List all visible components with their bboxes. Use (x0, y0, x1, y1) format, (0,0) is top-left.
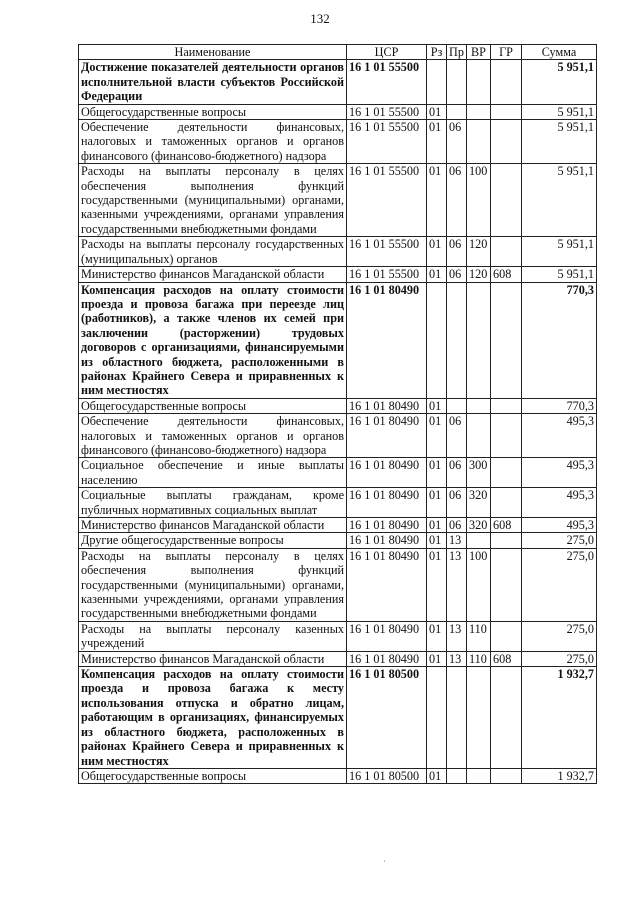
cell-rz: 01 (427, 518, 447, 533)
cell-sum: 5 951,1 (522, 237, 597, 267)
cell-gr (491, 488, 522, 518)
cell-pr (447, 667, 467, 769)
cell-rz: 01 (427, 533, 447, 548)
cell-sum: 770,3 (522, 282, 597, 398)
cell-pr (447, 60, 467, 104)
cell-csr: 16 1 01 55500 (347, 120, 427, 164)
cell-rz: 01 (427, 104, 447, 119)
header-pr: Пр (447, 45, 467, 60)
cell-name: Общегосударственные вопросы (79, 104, 347, 119)
cell-name: Компенсация расходов на оплату стоимости проезда и провоза багажа к месту использования отпуска и обратно лицам, работающим в организациях, финансируемых из областного бюджета, расположенных в районах Крайнего Севера и приравненных к ним местностях (79, 667, 347, 769)
cell-vr: 100 (467, 164, 491, 237)
cell-vr: 120 (467, 237, 491, 267)
cell-gr (491, 458, 522, 488)
cell-pr: 06 (447, 267, 467, 282)
cell-gr (491, 414, 522, 458)
cell-vr (467, 667, 491, 769)
cell-vr: 110 (467, 621, 491, 651)
cell-csr: 16 1 01 55500 (347, 267, 427, 282)
cell-name: Общегосударственные вопросы (79, 768, 347, 783)
cell-csr: 16 1 01 55500 (347, 164, 427, 237)
cell-csr: 16 1 01 55500 (347, 237, 427, 267)
cell-csr: 16 1 01 80490 (347, 548, 427, 621)
cell-pr: 06 (447, 458, 467, 488)
table-row (79, 548, 597, 621)
cell-pr: 13 (447, 548, 467, 621)
cell-gr (491, 533, 522, 548)
cell-gr (491, 237, 522, 267)
page-number: 132 (310, 11, 330, 26)
cell-pr: 06 (447, 164, 467, 237)
cell-vr (467, 414, 491, 458)
cell-name: Социальное обеспечение и иные выплаты населению (79, 458, 347, 488)
header-rz: Рз (427, 45, 447, 60)
cell-name: Социальные выплаты гражданам, кроме публичных нормативных социальных выплат (79, 488, 347, 518)
cell-gr (491, 398, 522, 413)
table-row (79, 651, 597, 666)
table-row (79, 120, 597, 164)
cell-name: Министерство финансов Магаданской области (79, 518, 347, 533)
cell-sum: 275,0 (522, 651, 597, 666)
cell-vr (467, 282, 491, 398)
cell-rz (427, 60, 447, 104)
scan-mark: ˌ (383, 852, 386, 862)
header-vr: ВР (467, 45, 491, 60)
cell-vr: 320 (467, 518, 491, 533)
cell-rz: 01 (427, 458, 447, 488)
cell-rz (427, 667, 447, 769)
cell-name: Обеспечение деятельности финансовых, налоговых и таможенных органов и органов финансового (финансово-бюджетного) надзора (79, 120, 347, 164)
cell-pr (447, 398, 467, 413)
cell-sum: 495,3 (522, 414, 597, 458)
cell-sum: 275,0 (522, 548, 597, 621)
cell-gr: 608 (491, 651, 522, 666)
cell-sum: 495,3 (522, 518, 597, 533)
cell-rz: 01 (427, 621, 447, 651)
cell-pr (447, 282, 467, 398)
header-gr: ГР (491, 45, 522, 60)
cell-vr (467, 120, 491, 164)
cell-csr: 16 1 01 55500 (347, 104, 427, 119)
cell-pr: 06 (447, 414, 467, 458)
cell-sum: 5 951,1 (522, 104, 597, 119)
cell-name: Министерство финансов Магаданской области (79, 651, 347, 666)
cell-pr: 13 (447, 533, 467, 548)
cell-vr (467, 533, 491, 548)
cell-pr: 06 (447, 518, 467, 533)
table-row (79, 398, 597, 413)
cell-csr: 16 1 01 80500 (347, 768, 427, 783)
cell-name: Общегосударственные вопросы (79, 398, 347, 413)
cell-name: Обеспечение деятельности финансовых, налоговых и таможенных органов и органов финансового (финансово-бюджетного) надзора (79, 414, 347, 458)
cell-rz: 01 (427, 398, 447, 413)
cell-name: Достижение показателей деятельности органов исполнительной власти субъектов Российской Федерации (79, 60, 347, 104)
cell-gr (491, 60, 522, 104)
cell-csr: 16 1 01 80490 (347, 651, 427, 666)
cell-rz: 01 (427, 488, 447, 518)
cell-name: Компенсация расходов на оплату стоимости проезда и провоза багажа при переезде лиц (работников), а также членов их семей при заключении (расторжении) трудовых договоров с организациями, финансируемыми из областного бюджета, расположенными в районах Крайнего Севера и приравненных к ним местностях (79, 282, 347, 398)
cell-csr: 16 1 01 80490 (347, 533, 427, 548)
table-row (79, 768, 597, 783)
cell-gr (491, 104, 522, 119)
cell-name: Расходы на выплаты персоналу в целях обеспечения выполнения функций государственными (муниципальными) органами, казенными учреждениями, органами управления государственными внебюджетными фондами (79, 548, 347, 621)
cell-csr: 16 1 01 80490 (347, 518, 427, 533)
table-row (79, 267, 597, 282)
cell-sum: 495,3 (522, 458, 597, 488)
table-row (79, 621, 597, 651)
table-row (79, 533, 597, 548)
cell-sum: 275,0 (522, 621, 597, 651)
table-row (79, 518, 597, 533)
cell-gr: 608 (491, 267, 522, 282)
table-row (79, 237, 597, 267)
cell-vr: 120 (467, 267, 491, 282)
cell-vr (467, 104, 491, 119)
cell-csr: 16 1 01 80490 (347, 458, 427, 488)
cell-pr: 13 (447, 621, 467, 651)
cell-csr: 16 1 01 80490 (347, 282, 427, 398)
cell-vr (467, 60, 491, 104)
header-sum: Сумма (522, 45, 597, 60)
cell-name: Министерство финансов Магаданской области (79, 267, 347, 282)
budget-table (78, 44, 597, 784)
cell-csr: 16 1 01 80490 (347, 621, 427, 651)
cell-sum: 5 951,1 (522, 60, 597, 104)
cell-name: Расходы на выплаты персоналу государственных (муниципальных) органов (79, 237, 347, 267)
table-row (79, 282, 597, 398)
cell-vr: 100 (467, 548, 491, 621)
table-body (79, 60, 597, 784)
table-row (79, 164, 597, 237)
cell-vr (467, 398, 491, 413)
cell-rz: 01 (427, 548, 447, 621)
cell-pr: 13 (447, 651, 467, 666)
cell-pr (447, 768, 467, 783)
cell-gr (491, 768, 522, 783)
cell-vr (467, 768, 491, 783)
cell-sum: 5 951,1 (522, 164, 597, 237)
table-row (79, 667, 597, 769)
cell-sum: 495,3 (522, 488, 597, 518)
cell-name: Расходы на выплаты персоналу в целях обеспечения выполнения функций государственными (муниципальными) органами, казенными учреждениями, органами управления государственными внебюджетными фондами (79, 164, 347, 237)
cell-pr: 06 (447, 120, 467, 164)
cell-sum: 1 932,7 (522, 667, 597, 769)
cell-rz: 01 (427, 267, 447, 282)
table-row (79, 488, 597, 518)
cell-gr (491, 667, 522, 769)
cell-gr (491, 282, 522, 398)
cell-sum: 1 932,7 (522, 768, 597, 783)
cell-vr: 110 (467, 651, 491, 666)
cell-pr: 06 (447, 237, 467, 267)
header-row (79, 45, 597, 60)
cell-rz: 01 (427, 768, 447, 783)
cell-sum: 5 951,1 (522, 120, 597, 164)
cell-csr: 16 1 01 80490 (347, 398, 427, 413)
cell-gr (491, 120, 522, 164)
cell-rz: 01 (427, 414, 447, 458)
table-row (79, 458, 597, 488)
cell-name: Другие общегосударственные вопросы (79, 533, 347, 548)
cell-gr (491, 548, 522, 621)
cell-csr: 16 1 01 80490 (347, 488, 427, 518)
header-csr: ЦСР (347, 45, 427, 60)
cell-gr (491, 164, 522, 237)
cell-rz: 01 (427, 237, 447, 267)
cell-gr (491, 621, 522, 651)
cell-rz (427, 282, 447, 398)
table-row (79, 414, 597, 458)
cell-sum: 770,3 (522, 398, 597, 413)
table-row (79, 60, 597, 104)
cell-csr: 16 1 01 55500 (347, 60, 427, 104)
cell-sum: 5 951,1 (522, 267, 597, 282)
header-name: Наименование (79, 45, 347, 60)
cell-rz: 01 (427, 651, 447, 666)
cell-sum: 275,0 (522, 533, 597, 548)
cell-vr: 320 (467, 488, 491, 518)
cell-vr: 300 (467, 458, 491, 488)
cell-csr: 16 1 01 80490 (347, 414, 427, 458)
cell-pr: 06 (447, 488, 467, 518)
cell-gr: 608 (491, 518, 522, 533)
cell-name: Расходы на выплаты персоналу казенных учреждений (79, 621, 347, 651)
cell-rz: 01 (427, 164, 447, 237)
cell-pr (447, 104, 467, 119)
cell-rz: 01 (427, 120, 447, 164)
table-header (79, 45, 597, 60)
table-row (79, 104, 597, 119)
cell-csr: 16 1 01 80500 (347, 667, 427, 769)
